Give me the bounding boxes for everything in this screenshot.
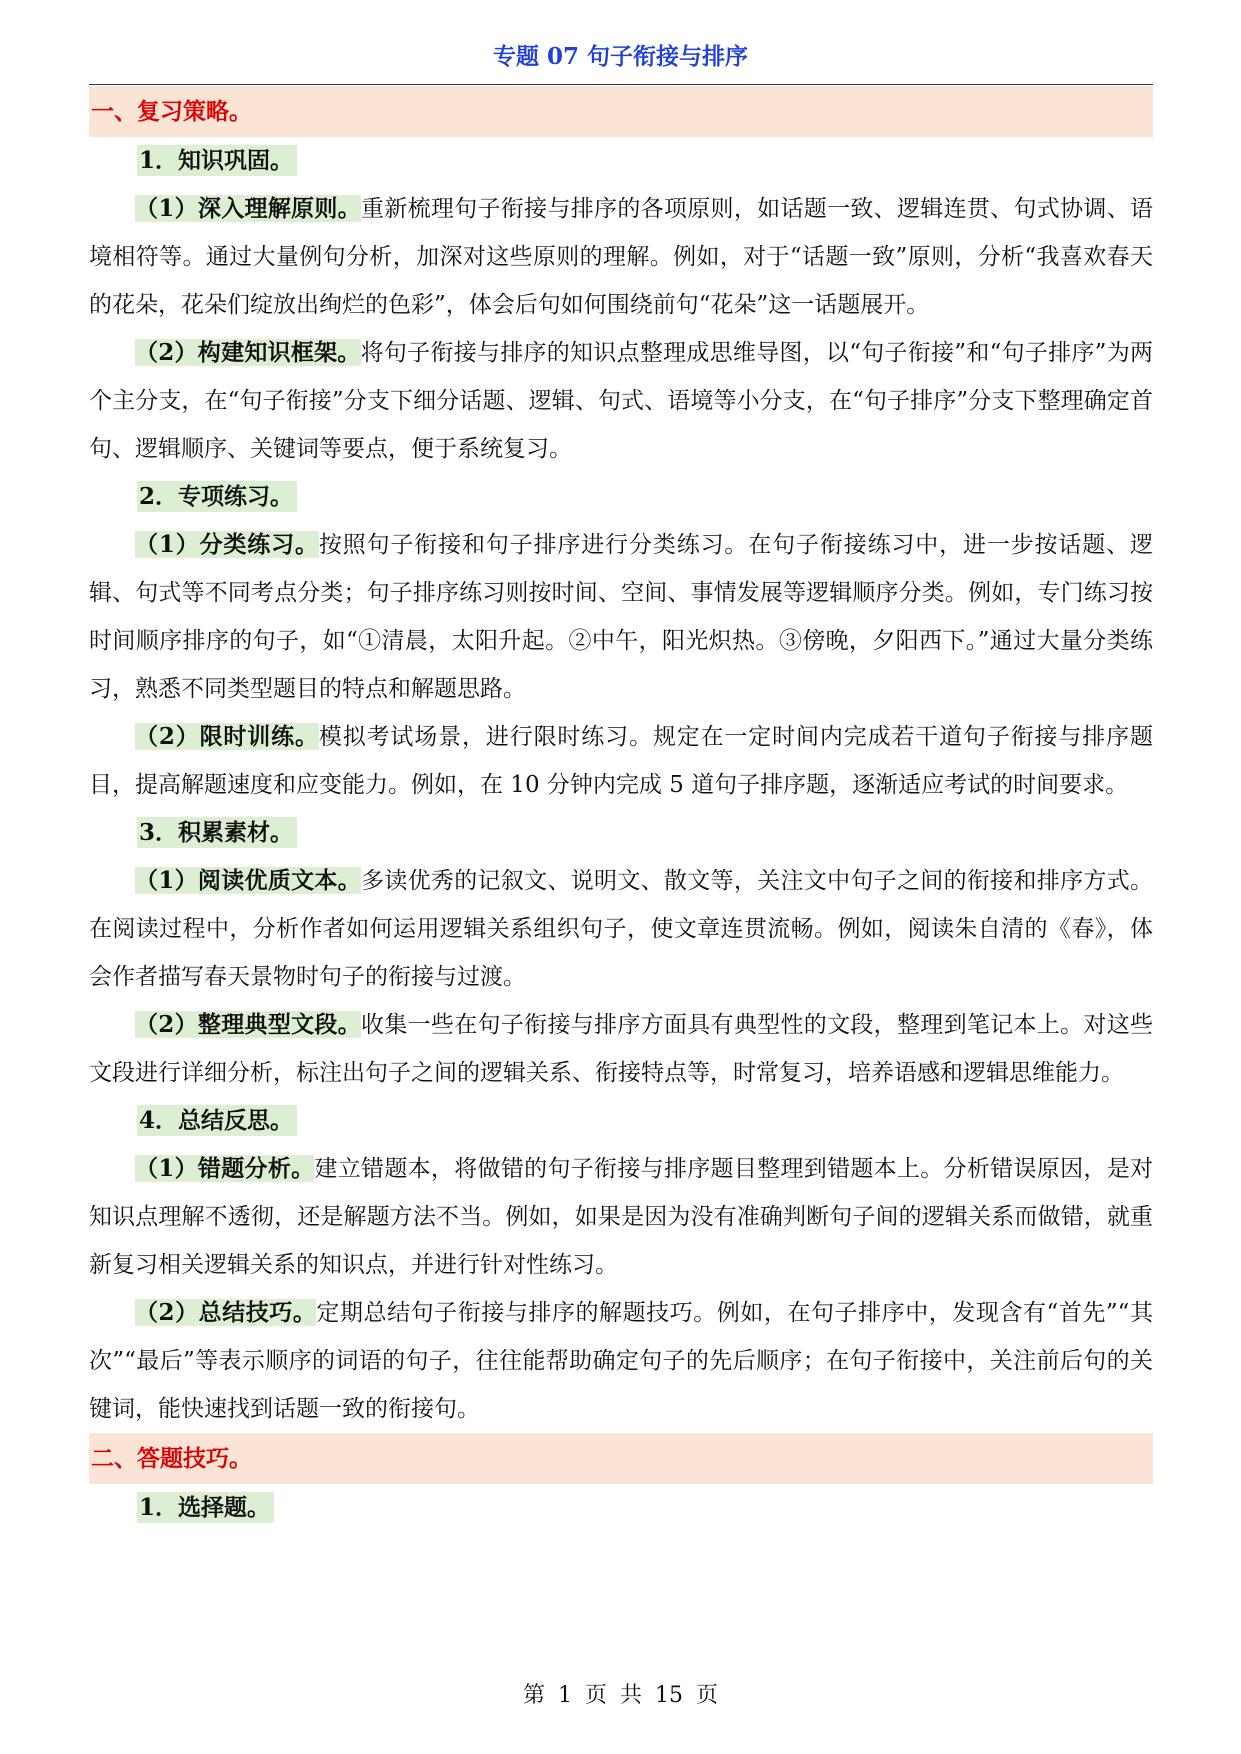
paragraph-text: 按照句子衔接和句子排序进行分类练习。在句子衔接练习中，进一步按话题、逻辑、句式等不同考点分类；句子排序练习则按时间、空间、事情发展等逻辑顺序分类。例如，专门练习按时间顺序排序的句子，如“①清晨，太阳升起。②中午，阳光炽热。③傍晚，夕阳西下。”通过大量分类练习，熟悉不同类型题目的特点和解题思路。 (89, 532, 1153, 702)
section-heading-review-strategy: 一、复习策略。 (89, 86, 1153, 137)
paragraph (89, 1145, 1153, 1289)
paragraph-lead: （1）错题分析。 (135, 1155, 315, 1182)
paragraph-lead: （1）阅读优质文本。 (135, 867, 362, 894)
paragraph-text: 定期总结句子衔接与排序的解题技巧。例如，在句子排序中，发现含有“首先”“其次”“最后”等表示顺序的词语的句子，往往能帮助确定句子的先后顺序；在句子衔接中，关注前后句的关键词，能快速找到话题一致的衔接句。 (89, 1300, 1153, 1422)
paragraph-text: 多读优秀的记叙文、说明文、散文等，关注文中句子之间的衔接和排序方式。在阅读过程中，分析作者如何运用逻辑关系组织句子，使文章连贯流畅。例如，阅读朱自清的《春》，体会作者描写春天景物时句子的衔接与过渡。 (89, 868, 1153, 990)
paragraph (89, 521, 1153, 713)
header-rule (89, 84, 1153, 85)
subheading-materials (89, 809, 1153, 857)
paragraph (89, 329, 1153, 473)
document-body (89, 86, 1153, 1532)
paragraph (89, 1289, 1153, 1433)
subheading-label: 2．专项练习。 (137, 481, 297, 512)
paragraph-text: 模拟考试场景，进行限时练习。规定在一定时间内完成若干道句子衔接与排序题目，提高解题速度和应变能力。例如，在 10 分钟内完成 5 道句子排序题，逐渐适应考试的时间要求。 (89, 724, 1153, 798)
subheading-label: 3．积累素材。 (137, 817, 297, 848)
subheading-multiple-choice (89, 1484, 1153, 1532)
subheading-label: 1．知识巩固。 (137, 145, 297, 176)
subheading-label: 1．选择题。 (137, 1492, 274, 1523)
paragraph-lead: （1）深入理解原则。 (135, 195, 362, 222)
paragraph-text: 建立错题本，将做错的句子衔接与排序题目整理到错题本上。分析错误原因，是对知识点理解不透彻，还是解题方法不当。例如，如果是因为没有准确判断句子间的逻辑关系而做错，就重新复习相关逻辑关系的知识点，并进行针对性练习。 (89, 1156, 1153, 1278)
subheading-practice (89, 473, 1153, 521)
paragraph (89, 713, 1153, 809)
paragraph-text: 重新梳理句子衔接与排序的各项原则，如话题一致、逻辑连贯、句式协调、语境相符等。通过大量例句分析，加深对这些原则的理解。例如，对于“话题一致”原则，分析“我喜欢春天的花朵，花朵们绽放出绚烂的色彩”，体会后句如何围绕前句“花朵”这一话题展开。 (89, 196, 1153, 318)
paragraph (89, 857, 1153, 1001)
paragraph-lead: （2）构建知识框架。 (135, 339, 361, 366)
paragraph (89, 185, 1153, 329)
paragraph-lead: （1）分类练习。 (135, 531, 319, 558)
paragraph-lead: （2）总结技巧。 (135, 1299, 317, 1326)
paragraph-lead: （2）限时训练。 (135, 723, 319, 750)
paragraph-text: 将句子衔接与排序的知识点整理成思维导图，以“句子衔接”和“句子排序”为两个主分支，在“句子衔接”分支下细分话题、逻辑、句式、语境等小分支，在“句子排序”分支下整理确定首句、逻辑顺序、关键词等要点，便于系统复习。 (89, 340, 1153, 462)
page-title: 专题 07 句子衔接与排序 (492, 43, 749, 70)
page-footer: 第 1 页 共 15 页 (523, 1683, 718, 1708)
paragraph (89, 1001, 1153, 1097)
paragraph-text: 收集一些在句子衔接与排序方面具有典型性的文段，整理到笔记本上。对这些文段进行详细分析，标注出句子之间的逻辑关系、衔接特点等，时常复习，培养语感和逻辑思维能力。 (89, 1012, 1153, 1086)
subheading-reflection (89, 1097, 1153, 1145)
section-heading-answer-tips: 二、答题技巧。 (89, 1433, 1153, 1484)
subheading-label: 4．总结反思。 (137, 1105, 297, 1136)
paragraph-lead: （2）整理典型文段。 (135, 1011, 362, 1038)
subheading-knowledge (89, 137, 1153, 185)
